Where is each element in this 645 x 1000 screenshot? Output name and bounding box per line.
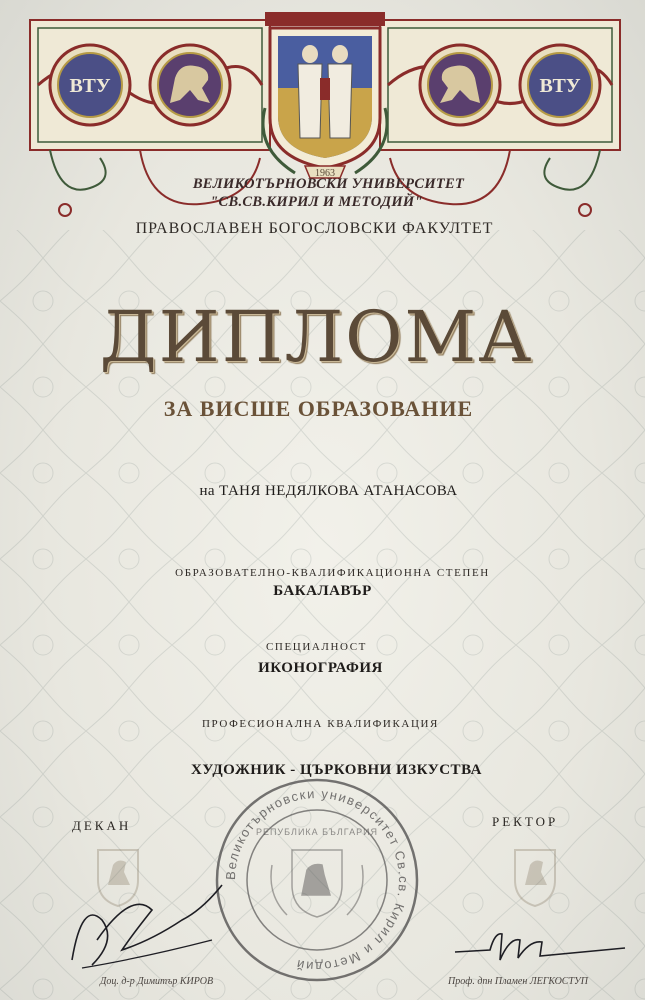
- document-subtitle: ЗА ВИСШЕ ОБРАЗОВАНИЕ: [163, 396, 474, 421]
- dean-label: ДЕКАН: [72, 818, 132, 833]
- official-seal: [212, 775, 422, 985]
- document-title: ДИПЛОМА: [99, 296, 534, 378]
- degree-label: ОБРАЗОВАТЕЛНО-КВАЛИФИКАЦИОННА СТЕПЕН: [175, 567, 490, 579]
- rector-label: РЕКТОР: [492, 814, 559, 829]
- university-name-line2: "СВ.СВ.КИРИЛ И МЕТОДИЙ": [210, 194, 423, 210]
- lion-medallion-right: [420, 45, 500, 125]
- svg-text:ВТУ: ВТУ: [539, 75, 581, 97]
- qualification-label: ПРОФЕСИОНАЛНА КВАЛИФИКАЦИЯ: [202, 718, 439, 730]
- specialty-label: СПЕЦИАЛНОСТ: [266, 641, 367, 653]
- coat-of-arms-watermark-right: [505, 840, 565, 910]
- rector-signature: [450, 922, 630, 972]
- dean-signature: [62, 880, 232, 980]
- svg-text:РЕПУБЛИКА БЪЛГАРИЯ: РЕПУБЛИКА БЪЛГАРИЯ: [255, 827, 379, 837]
- faculty-name: ПРАВОСЛАВЕН БОГОСЛОВСКИ ФАКУЛТЕТ: [135, 220, 494, 237]
- svg-text:Великотърновски университет Св: Великотърновски университет Св.св. Кирил и Методий: [222, 785, 412, 975]
- university-name-line1: ВЕЛИКОТЪРНОВСКИ УНИВЕРСИТЕТ: [192, 176, 465, 192]
- university-emblem: [263, 12, 387, 179]
- rector-name: Проф. дпн Пламен ЛЕГКОСТУП: [448, 976, 588, 987]
- lion-medallion-left: [150, 45, 230, 125]
- svg-text:ВТУ: ВТУ: [69, 75, 111, 97]
- monogram-medallion-right: [520, 45, 600, 125]
- monogram-medallion-left: [50, 45, 130, 125]
- qualification-value: ХУДОЖНИК - ЦЪРКОВНИ ИЗКУСТВА: [191, 762, 482, 778]
- specialty-value: ИКОНОГРАФИЯ: [258, 660, 383, 676]
- dean-name: Доц. д-р Димитър КИРОВ: [100, 976, 214, 987]
- degree-value: БАКАЛАВЪР: [273, 583, 372, 599]
- svg-text:1963: 1963: [315, 168, 335, 179]
- recipient-name: на ТАНЯ НЕДЯЛКОВА АТАНАСОВА: [199, 483, 458, 499]
